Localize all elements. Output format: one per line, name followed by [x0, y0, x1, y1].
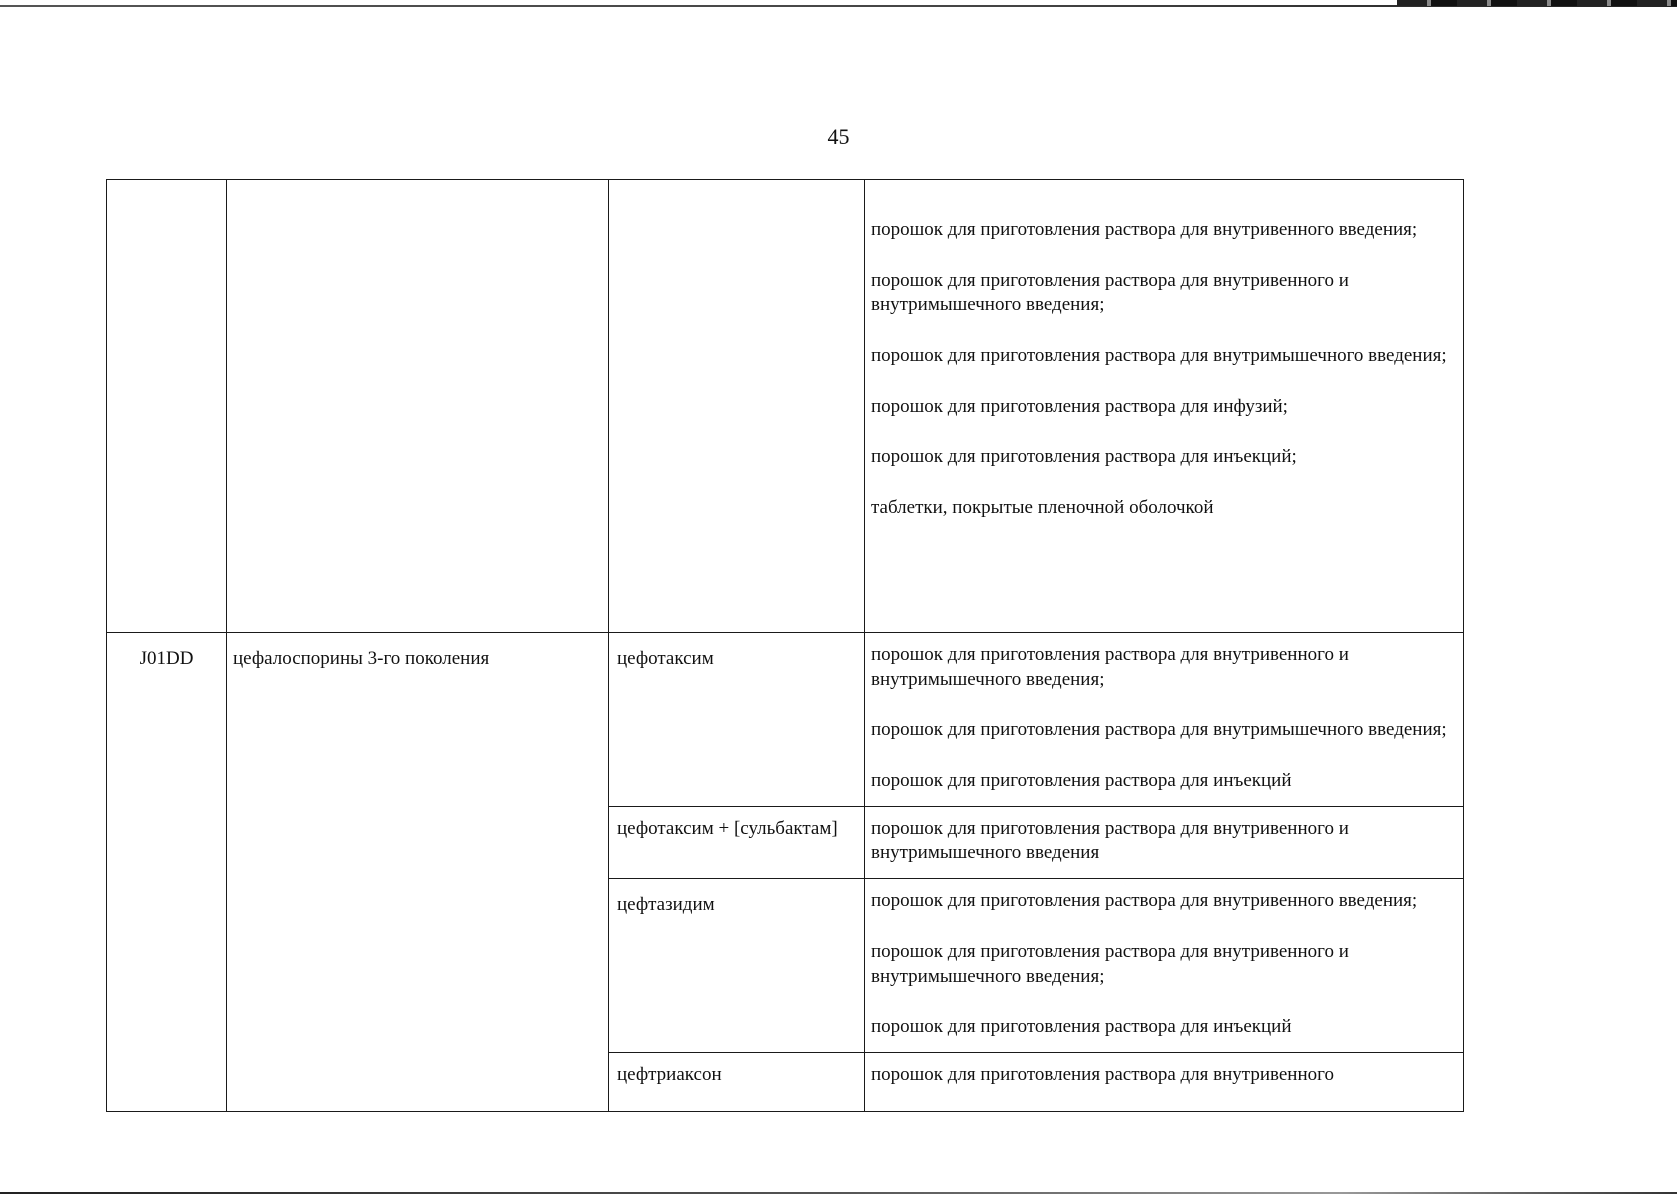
atc-code-cell [107, 180, 227, 633]
dosage-form: порошок для приготовления раствора для инъекций; [871, 446, 1297, 468]
dosage-form: порошок для приготовления раствора для внутривенного введения; [871, 890, 1418, 912]
dosage-form: порошок для приготовления раствора для внутривенного и внутримышечного введения [871, 817, 1349, 864]
drug-name-cell: цефотаксим + [сульбактам] [609, 806, 865, 878]
page-number: 45 [827, 124, 850, 149]
dosage-forms-cell [865, 1052, 1464, 1111]
dosage-forms-cell [865, 633, 1464, 807]
drug-name-cell: цефтазидим [609, 879, 865, 1053]
dosage-form: порошок для приготовления раствора для внутривенного и внутримышечного введения; [871, 644, 1349, 690]
pharmacological-group-cell [227, 180, 609, 633]
drug-name-cell: цефтриаксон [609, 1052, 865, 1111]
dosage-forms-cell [865, 879, 1464, 1053]
dosage-form: порошок для приготовления раствора для инъекций [871, 770, 1292, 792]
medication-table [106, 179, 1464, 1112]
dosage-forms-cell [865, 806, 1464, 878]
dosage-form: порошок для приготовления раствора для инъекций [871, 1016, 1292, 1038]
drug-name-cell: цефотаксим [609, 633, 865, 807]
dosage-form: порошок для приготовления раствора для инфузий; [871, 395, 1288, 417]
dosage-forms-cell [865, 180, 1464, 633]
scan-edge-top-artifact [1397, 0, 1677, 6]
table-row [107, 633, 1464, 807]
atc-code-cell: J01DD [107, 633, 227, 1112]
dosage-form: порошок для приготовления раствора для внутримышечного введения; [871, 719, 1447, 741]
table-row [107, 180, 1464, 633]
dosage-form: таблетки, покрытые пленочной оболочкой [871, 497, 1214, 519]
dosage-form: порошок для приготовления раствора для внутривенного [871, 1063, 1334, 1085]
dosage-form: порошок для приготовления раствора для внутривенного введения; [871, 219, 1418, 240]
dosage-form: порошок для приготовления раствора для внутривенного и внутримышечного введения; [871, 269, 1349, 316]
drug-name-cell [609, 180, 865, 633]
dosage-form: порошок для приготовления раствора для внутривенного и внутримышечного введения; [871, 940, 1349, 987]
pharmacological-group-cell: цефалоспорины 3-го поколения [227, 633, 609, 1112]
scan-edge-bottom [0, 1192, 1677, 1194]
dosage-form: порошок для приготовления раствора для внутримышечного введения; [871, 345, 1447, 367]
